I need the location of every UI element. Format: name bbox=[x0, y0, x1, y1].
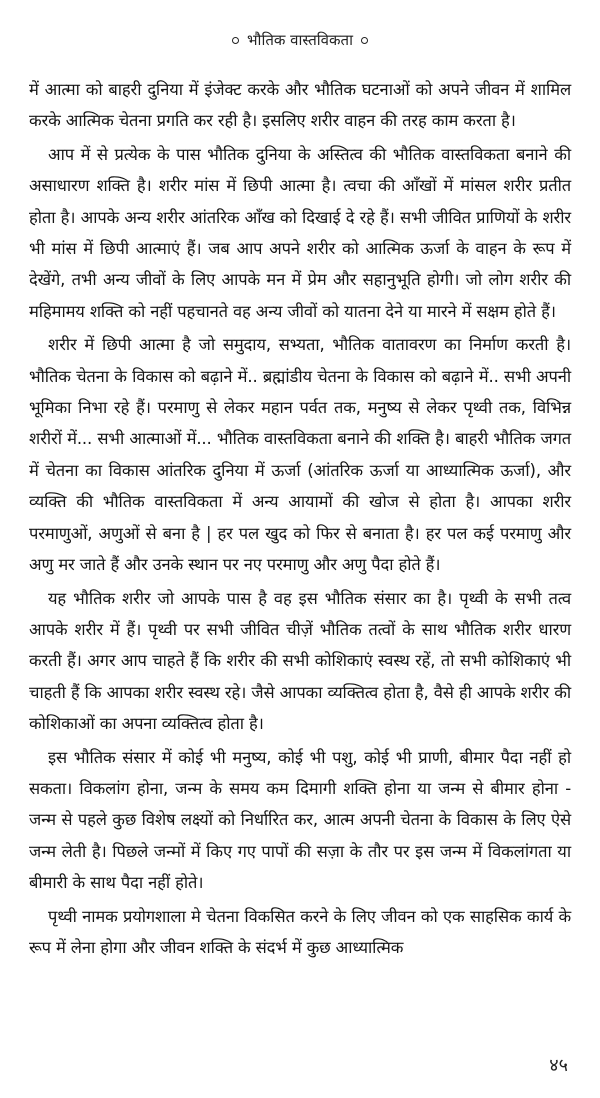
paragraph: पृथ्वी नामक प्रयोगशाला मे चेतना विकसित करने के लिए जीवन को एक साहसिक कार्य के रूप में लेना होगा और जीवन शक्ति के संदर्भ में कुछ आध्यात्मिक bbox=[29, 906, 571, 957]
paragraph: इस भौतिक संसार में कोई भी मनुष्य, कोई भी पशु, कोई भी प्राणी, बीमार पैदा नहीं हो सकता। विकलांग होना, जन्म के समय कम दिमागी शक्ति होना या जन्म से बीमार होना - जन्म से पहले कुछ विशेष लक्ष्यों को निर्धारित कर, आत्म अपनी चेतना के विकास के लिए ऐसे जन्म लेती है। पिछले जन्मों में किए गए पापों की सज़ा के तौर पर इस जन्म में विकलांगता या बीमारी के साथ पैदा नहीं होते। bbox=[29, 747, 571, 893]
header-bullet-left bbox=[232, 37, 239, 44]
body-text bbox=[29, 74, 571, 965]
paragraph: आप में से प्रत्येक के पास भौतिक दुनिया के अस्तित्व की भौतिक वास्तविकता बनाने की असाधारण शक्ति है। शरीर मांस में छिपी आत्मा है। त्वचा की आँखों में मांसल शरीर प्रतीत होता है। आपके अन्य शरीर आंतरिक आँख को दिखाई दे रहे हैं। सभी जीवित प्राणियों के शरीर भी मांस में छिपी आत्माएं हैं। जब आप अपने शरीर को आत्मिक ऊर्जा के वाहन के रूप में देखेंगे, तभी अन्य जीवों के लिए आपके मन में प्रेम और सहानुभूति होगी। जो लोग शरीर की महिमामय शक्ति को नहीं पहचानते वह अन्य जीवों को यातना देने या मारने में सक्षम होते हैं। bbox=[29, 144, 571, 321]
page-number: ४५ bbox=[549, 1055, 568, 1076]
paragraph-continued: में आत्मा को बाहरी दुनिया में इंजेक्ट करके और भौतिक घटनाओं को अपने जीवन में शामिल करके आत्मिक चेतना प्रगति कर रही है। इसलिए शरीर वाहन की तरह काम करता है। bbox=[29, 80, 571, 131]
paragraph: यह भौतिक शरीर जो आपके पास है वह इस भौतिक संसार का है। पृथ्वी के सभी तत्व आपके शरीर में हैं। पृथ्वी पर सभी जीवित चीज़ें भौतिक तत्वों के साथ भौतिक शरीर धारण करती हैं। अगर आप चाहते हैं कि शरीर की सभी कोशिकाएं स्वस्थ रहें, तो सभी कोशिकाएं भी चाहती हैं कि आपका शरीर स्वस्थ रहे। जैसे आपका व्यक्तित्व होता है, वैसे ही आपके शरीर की कोशिकाओं का अपना व्यक्तित्व होता है। bbox=[29, 588, 571, 734]
header-bullet-right bbox=[361, 37, 368, 44]
running-header bbox=[0, 30, 600, 50]
header-title: भौतिक वास्तविकता bbox=[247, 31, 353, 49]
paragraph: शरीर में छिपी आत्मा है जो समुदाय, सभ्यता, भौतिक वातावरण का निर्माण करती है। भौतिक चेतना के विकास को बढ़ाने में.. ब्रह्मांडीय चेतना के विकास को बढ़ाने में.. सभी अपनी भूमिका निभा रहे हैं। परमाणु से लेकर महान पर्वत तक, मनुष्य से लेकर पृथ्वी तक, विभिन्न शरीरों में... सभी आत्माओं में... भौतिक वास्तविकता बनाने की शक्ति है। बाहरी भौतिक जगत में चेतना का विकास आंतरिक दुनिया में ऊर्जा (आंतरिक ऊर्जा या आध्यात्मिक ऊर्जा), और व्यक्ति की भौतिक वास्तविकता में अन्य आयामों की खोज से होता है। आपका शरीर परमाणुओं, अणुओं से बना है | हर पल खुद को फिर से बनाता है। हर पल कई परमाणु और अणु मर जाते हैं और उनके स्थान पर नए परमाणु और अणु पैदा होते हैं। bbox=[29, 335, 571, 575]
